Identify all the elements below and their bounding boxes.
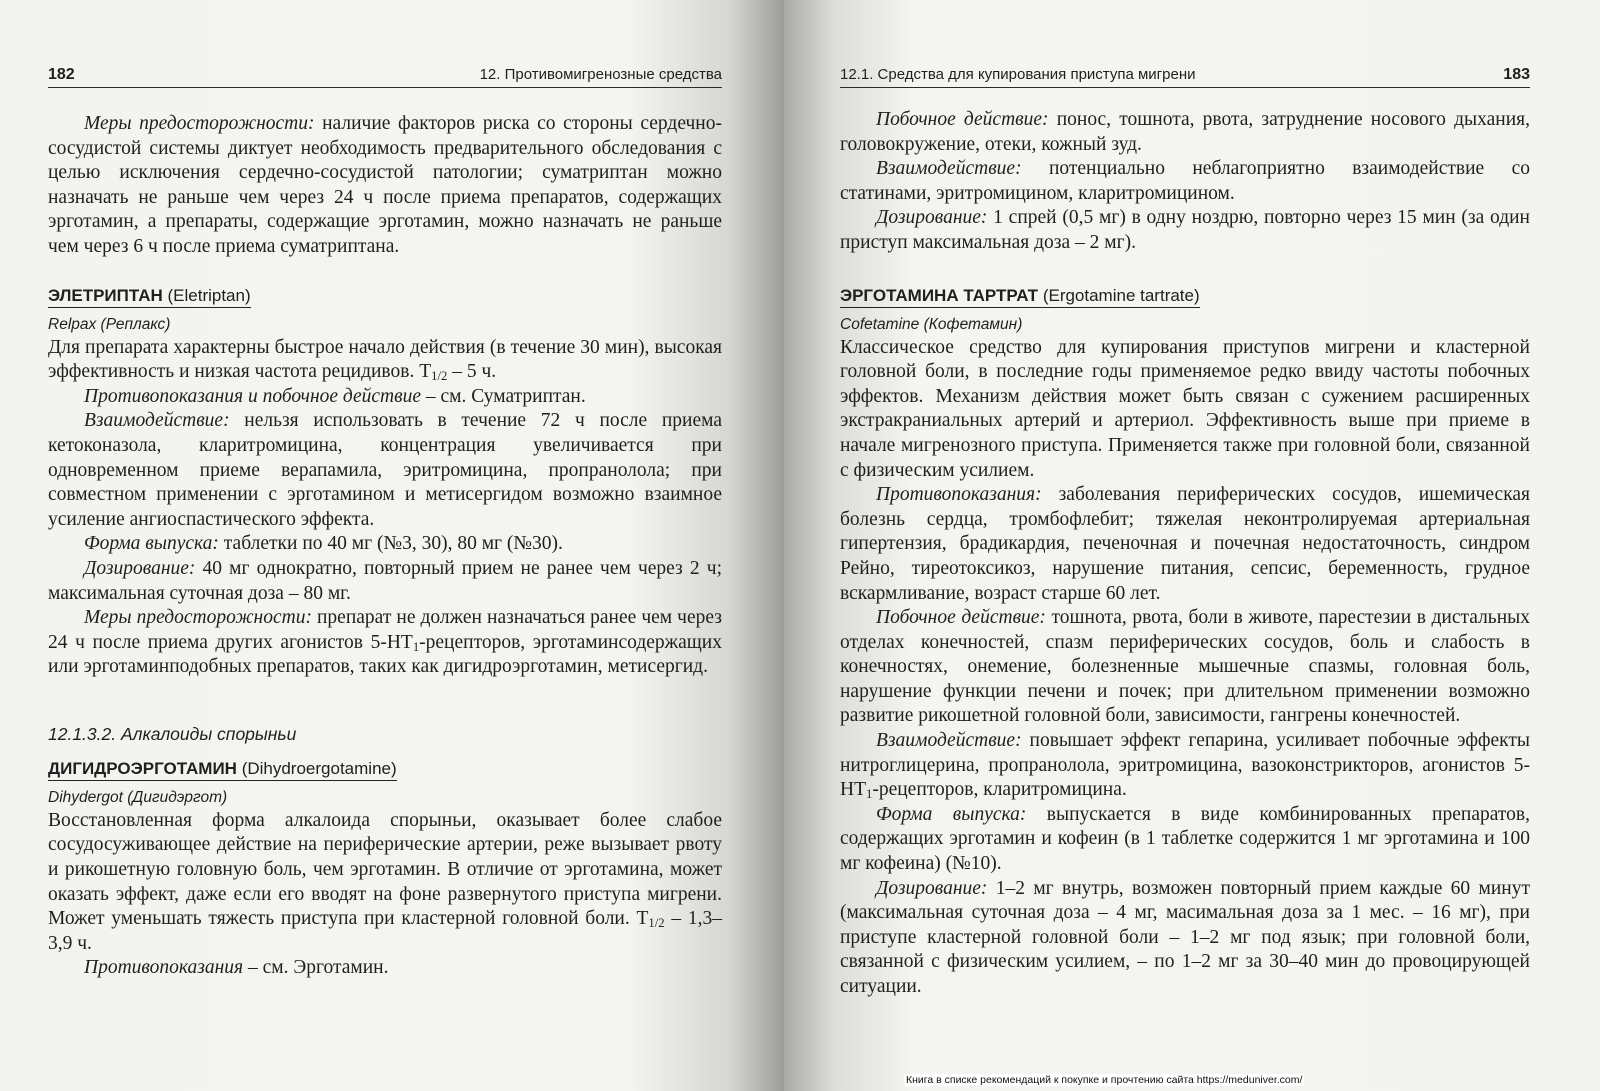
- precautions-paragraph: [48, 112, 722, 260]
- running-title: 12. Противомигренозные средства: [479, 66, 722, 83]
- paragraph-label: Взаимодействие:: [876, 730, 1022, 752]
- drug-description: [48, 336, 722, 385]
- interactions-paragraph: [840, 729, 1530, 803]
- release-form-paragraph: [48, 532, 722, 557]
- paragraph-label: Дозирование:: [876, 207, 988, 229]
- paragraph-label: Противопоказания:: [876, 484, 1042, 506]
- drug-latin-name: (Dihydroergotamine): [241, 758, 397, 778]
- paragraph-text: выпускается в виде комбинированных препаратов, содержащих эрготамин и кофеин (в 1 таблетке содержится 1 мг эрготамина и 100 мг кофеина) (№10).: [840, 803, 1530, 875]
- drug-description: Классическое средство для купирования приступов мигрени и кластерной головной боли, в последние годы применяемое редко ввиду частоты побочных эффектов. Механизм действия может быть связан с сужением расширенных экстракраниальных артерий и артериол. Эффективность выше при приеме в начале мигренозного приступа. Применяется также при головной боли, связанной с физическим усилием.: [840, 336, 1530, 481]
- right-running-header: [840, 66, 1530, 88]
- paragraph-text: нельзя использовать в течение 72 ч после приема кетоконазола, кларитромицина, концентрация увеличивается при одновременном приеме верапамила, эритромицина, пропранолола; при совместном применении с эрготамином и метисергидом возможно взаимное усиление ангиоспастического эффекта.: [48, 410, 722, 530]
- drug-name: ДИГИДРОЭРГОТАМИН: [48, 758, 237, 778]
- trade-name: Relpax (Реплакс): [48, 315, 171, 333]
- contraindications-paragraph: [840, 483, 1530, 606]
- paragraph-text: – 1,3–3,9 ч.: [48, 908, 722, 954]
- interactions-paragraph: [840, 157, 1530, 206]
- paragraph-text: 40 мг однократно, повторный прием не ранее чем через 2 ч; максимальная суточная доза – 80 мг.: [48, 557, 722, 604]
- drug-name: ЭЛЕТРИПТАН: [48, 285, 163, 305]
- running-title: 12.1. Средства для купирования приступа мигрени: [840, 66, 1196, 83]
- subscript: 1/2: [431, 369, 448, 384]
- contraindications-paragraph: [48, 385, 722, 410]
- dosage-paragraph: [48, 557, 722, 606]
- left-running-header: [48, 66, 722, 88]
- subscript: 1: [412, 639, 420, 654]
- trade-name: Dihydergot (Дигидэргот): [48, 788, 228, 806]
- paragraph-text: – 5 ч.: [447, 361, 497, 383]
- subscript: 1/2: [648, 916, 665, 931]
- paragraph-label: Форма выпуска:: [876, 803, 1027, 825]
- paragraph-text: заболевания периферических сосудов, ишемическая болезнь сердца, тромбофлебит; тяжелая неконтролируемая артериальная гипертензия, брадикардия, печеночная и почечная недостаточность, синдром Рейно, тиреотоксикоз, нарушение питания, сепсис, беременность, грудное вскармливание, возраст старше 60 лет.: [840, 484, 1530, 604]
- paragraph-label: Форма выпуска:: [84, 533, 219, 555]
- paragraph-label: Противопоказания: [84, 957, 244, 979]
- paragraph-text: тошнота, рвота, боли в животе, парестезии в дистальных отделах конечностей, спазм периферических сосудов, боль и слабость в конечностях, онемение, болезненные мышечные спазмы, головная боль, нарушение функции печени и почек; при длительном применении возможно развитие рикошетной головной боли, зависимости, гангрены конечностей.: [840, 607, 1530, 727]
- paragraph-label: Меры предосторожности:: [84, 607, 312, 629]
- paragraph-text: наличие факторов риска со стороны сердечно-сосудистой системы диктует необходимость предварительного обследования с целью исключения сердечно-сосудистой патологии; суматриптан можно назначать не раньше чем через 24 ч после приема препаратов, содержащих эрготамин, а препараты, содержащие эрготамин, можно назначать не раньше чем через 6 ч после приема суматриптана.: [48, 113, 722, 257]
- left-page-content: [48, 112, 722, 981]
- watermark-note: Книга в списке рекомендаций к покупке и прочтению сайта https://meduniver.com/: [906, 1074, 1303, 1086]
- paragraph-text: – см. Эрготамин.: [243, 957, 389, 979]
- release-form-paragraph: [840, 803, 1530, 877]
- paragraph-text: потенциально неблагоприятно взаимодействие со статинами, эритромицином, кларитромицином.: [840, 158, 1530, 204]
- page-number: 183: [1503, 66, 1530, 83]
- paragraph-text: -рецепторов, кларитромицина.: [872, 779, 1127, 801]
- right-page-content: [840, 108, 1530, 1000]
- dosage-paragraph: [840, 206, 1530, 255]
- paragraph-text: Для препарата характерны быстрое начало действия (в течение 30 мин), высокая эффективность и низкая частота рецидивов. T: [48, 336, 722, 383]
- paragraph-label: Побочное действие:: [876, 109, 1049, 130]
- drug-latin-name: (Eletriptan): [167, 285, 251, 305]
- paragraph-label: Взаимодействие:: [84, 410, 230, 432]
- subsection-heading: 12.1.3.2. Алкалоиды спорыньи: [48, 723, 297, 744]
- paragraph-text: 1 спрей (0,5 мг) в одну ноздрю, повторно через 15 мин (за один приступ максимальная доза – 2 мг).: [840, 207, 1530, 253]
- drug-heading: [840, 286, 1200, 308]
- drug-name: ЭРГОТАМИНА ТАРТРАТ: [840, 285, 1039, 305]
- paragraph-text: 1–2 мг внутрь, возможен повторный прием каждые 60 минут (максимальная суточная доза – 4 мг, масимальная доза за 1 мес. – 16 мг), при приступе кластерной головной боли – 1–2 мг под язык; при головной боли, связанной с физическим усилием, – по 1–2 мг за 30–40 мин до провоцирующей ситуации.: [840, 877, 1530, 997]
- paragraph-label: Взаимодействие:: [876, 158, 1022, 180]
- drug-description: [48, 809, 722, 957]
- page-number: 182: [48, 66, 75, 83]
- paragraph-text: Восстановленная форма алкалоида спорыньи, оказывает более слабое сосудосуживающее действие на периферические артерии, реже вызывает рвоту и рикошетную головную боль, чем эрготамин. В отличие от эрготамина, может оказать эффект, даже если его вводят на фоне развернутого приступа мигрени. Может уменьшать тяжесть приступа при кластерной головной боли. T: [48, 809, 722, 930]
- paragraph-label: Дозирование:: [876, 877, 988, 899]
- drug-heading: [48, 286, 251, 308]
- right-page: [784, 0, 1600, 1091]
- paragraph-text: -рецепторов, эрготаминсодержащих или эрготаминподобных препаратов, таких как дигидроэрготамин, метисергид.: [48, 631, 722, 678]
- paragraph-text: – см. Суматриптан.: [421, 385, 586, 407]
- dosage-paragraph: [840, 877, 1530, 1000]
- paragraph-text: повышает эффект гепарина, усиливает побочные эффекты нитроглицерина, пропранолола, эритромицина, вазоконстрикторов, агонистов 5-HT: [840, 730, 1530, 801]
- trade-name: Cofetamine (Кофетамин): [840, 315, 1023, 333]
- contraindications-paragraph: [48, 956, 722, 981]
- interactions-paragraph: [48, 409, 722, 532]
- side-effects-paragraph: [840, 108, 1530, 157]
- paragraph-label: Меры предосторожности:: [84, 113, 315, 134]
- drug-latin-name: (Ergotamine tartrate): [1042, 285, 1200, 305]
- paragraph-label: Противопоказания и побочное действие: [84, 385, 422, 407]
- side-effects-paragraph: [840, 606, 1530, 729]
- paragraph-label: Побочное действие:: [876, 607, 1046, 629]
- paragraph-text: понос, тошнота, рвота, затруднение носового дыхания, головокружение, отеки, кожный зуд.: [840, 109, 1530, 155]
- left-page: [0, 0, 784, 1091]
- paragraph-label: Дозирование:: [84, 557, 196, 579]
- paragraph-text: таблетки по 40 мг (№3, 30), 80 мг (№30).: [218, 533, 563, 555]
- subscript: 1: [866, 787, 873, 802]
- precautions-paragraph: [48, 606, 722, 680]
- paragraph-text: препарат не должен назначаться ранее чем через 24 ч после приема других агонистов 5-HT: [48, 607, 722, 653]
- drug-heading: [48, 759, 397, 781]
